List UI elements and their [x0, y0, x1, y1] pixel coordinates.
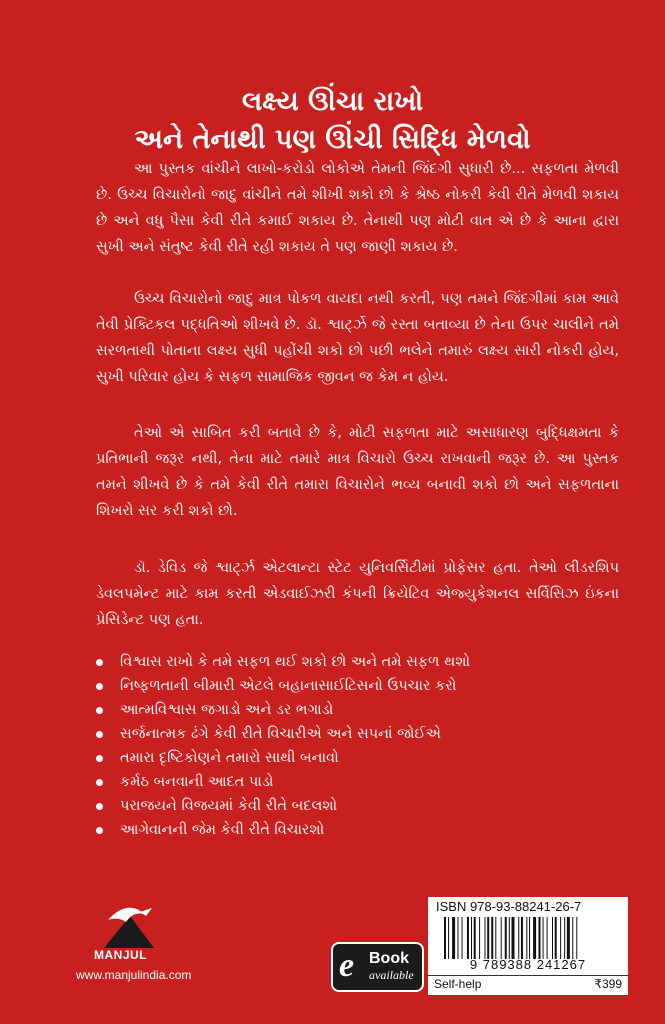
feature-text: કર્મઠ બનવાની આદત પાડો [120, 774, 274, 790]
barcode-bar [505, 917, 507, 959]
barcode-bar [485, 917, 486, 959]
ebook-e-letter: e [339, 947, 355, 984]
list-item [96, 650, 616, 674]
barcode-bar [572, 917, 573, 959]
barcode-bar [555, 917, 557, 959]
feature-text: પરાજયને વિજયમાં કેવી રીતે બદલશો [120, 798, 338, 814]
title-line-2: અને તેનાથી પણ ઊંચી સિદ્ધિ મેળવો [134, 124, 531, 155]
bullet-icon [96, 707, 103, 714]
ebook-subtitle: available [369, 968, 414, 982]
logo-mountain-shape [104, 916, 154, 948]
barcode-bar [543, 917, 544, 959]
publisher-website: www.manjulindia.com [76, 968, 192, 982]
list-item [96, 722, 616, 746]
book-price: ₹399 [594, 977, 622, 991]
barcode-bar [487, 917, 489, 959]
barcode-bar [576, 917, 577, 959]
ebook-available-badge [331, 942, 424, 992]
barcode-bar [539, 917, 541, 959]
barcode-bar [526, 917, 527, 959]
book-category: Self-help [434, 977, 482, 991]
bullet-icon [96, 827, 103, 834]
barcode-bar [467, 917, 469, 959]
paragraph-intro: આ પુસ્તક વાંચીને લાખો-કરોડો લોકોએ તેમની જિંદગી સુધારી છે... સફળતા મેળવી છે. ઉચ્ચ વિચારોનો જાદુ વાંચીને તમે શીખી શકો છો કે શ્રેષ્ઠ નોકરી કેવી રીતે મેળવી શકાય છે અને વધુ પૈસા કેવી રીતે કમાઈ શકાય છે. તેનાથી પણ મોટી વાત એ છે કે આના દ્વારા સુખી અને સંતુષ્ટ કેવી રીતે રહી શકાય તે પણ જાણી શકાય છે. [96, 161, 619, 255]
ebook-word: Book [369, 950, 409, 967]
barcode-bar [448, 917, 449, 959]
barcode-bar [452, 917, 455, 959]
barcode-bar [509, 917, 510, 959]
barcode-bar [512, 917, 515, 959]
barcode-bar [547, 917, 548, 959]
barcode-bar [567, 917, 570, 959]
feature-text: નિષ્ફળતાની બીમારી એટલે બહાનાસાઈટિસનો ઉપચાર કરો [120, 678, 457, 694]
list-item [96, 770, 616, 794]
manjul-bird-logo-icon [100, 898, 160, 950]
feature-text: તમારા દૃષ્ટિકોણને તમારો સાથી બનાવો [120, 750, 339, 766]
barcode-bar [533, 917, 536, 959]
barcode-bar [518, 917, 519, 959]
barcode-bars-icon [442, 917, 624, 959]
barcode-panel [428, 897, 628, 995]
list-item [96, 794, 616, 818]
publisher-name: MANJUL [94, 948, 147, 962]
barcode-bar [462, 917, 463, 959]
list-item [96, 746, 616, 770]
barcode-bar [501, 917, 502, 959]
title-line-1: લક્ષ્ય ઊંચા રાખો [241, 86, 424, 117]
bullet-icon [96, 683, 103, 690]
logo-bird-head-shape [140, 908, 152, 916]
paragraph-proof: તેઓ એ સાબિત કરી બતાવે છે કે, મોટી સફળતા માટે અસાધારણ બુદ્ધિક્ષમતા કે પ્રતિભાની જરૂર નથી, તેના માટે તમારે માત્ર વિચારો ઉચ્ચ રાખવાની જરૂર છે. આ પુસ્તક તમને શીખવે છે કે તમે કેવી રીતે તમારા વિચારોને ભવ્ય બનાવી શકો છો અને સફળતાના શિખરો સર કરી શકો છો. [96, 425, 619, 519]
feature-text: વિશ્વાસ રાખો કે તમે સફળ થઈ શકો છો અને તમે સફળ થશો [120, 654, 471, 670]
logo-bird-wing-shape [108, 908, 144, 922]
barcode-bar [521, 917, 523, 959]
barcode-bar [474, 917, 476, 959]
barcode-bar [495, 917, 496, 959]
barcode-bar [479, 917, 480, 959]
barcode-bar [529, 917, 530, 959]
bullet-icon [96, 755, 103, 762]
bullet-icon [96, 803, 103, 810]
isbn-label: ISBN 978-93-88241-26-7 [436, 899, 582, 914]
barcode-bar [491, 917, 493, 959]
bullet-icon [96, 731, 103, 738]
barcode-bar [444, 917, 446, 959]
feature-text: આગેવાનની જેમ કેવી રીતે વિચારશો [120, 822, 325, 838]
list-item [96, 818, 616, 842]
feature-text: આત્મવિશ્વાસ જગાડો અને ડર ભગાડો [120, 702, 334, 718]
paragraph-author: ડૉ. ડેવિડ જે શ્વાર્ટ્ઝ એટલાન્ટા સ્ટેટ યુનિવર્સિટીમાં પ્રોફેસર હતા. તેઓ લીડરશિપ ડેવલપમેન્ટ માટે કામ કરતી એડવાઈઝરી કંપની ક્રિયેટિવ એજ્યુકેશનલ સર્વિસિઝ ઇંકના પ્રેસિડેન્ટ પણ હતા. [96, 560, 619, 628]
bullet-icon [96, 659, 103, 666]
barcode-bar [552, 917, 553, 959]
paragraph-method: ઉચ્ચ વિચારોનો જાદુ માત્ર પોકળ વાયદા નથી કરતી, પણ તમને જિંદગીમાં કામ આવે તેવી પ્રેક્ટિકલ પદ્ધતિઓ શીખવે છે. ડૉ. શ્વાર્ટ્ઝે જે રસ્તા બતાવ્યા છે તેના ઉપર ચાલીને તમે સરળતાથી પોતાના લક્ષ્ય સુધી પહોંચી શકો છો પછી ભલેને તમારું લક્ષ્ય સારી નોકરી હોય, સુખી પરિવાર હોય કે સફળ સામાજિક જીવન જ કેમ ન હોય. [96, 291, 619, 385]
barcode-bar [560, 917, 561, 959]
bullet-icon [96, 779, 103, 786]
barcode-bar [471, 917, 472, 959]
barcode-bar [564, 917, 565, 959]
feature-text: સર્જનાત્મક ઢંગે કેવી રીતે વિચારીએ અને સપનાં જોઈએ [120, 726, 441, 742]
barcode-divider [428, 975, 628, 976]
list-item [96, 674, 616, 698]
barcode-bar [458, 917, 459, 959]
list-item [96, 698, 616, 722]
feature-list [96, 650, 616, 842]
barcode-digits: 9 789388 241267 [469, 957, 587, 972]
